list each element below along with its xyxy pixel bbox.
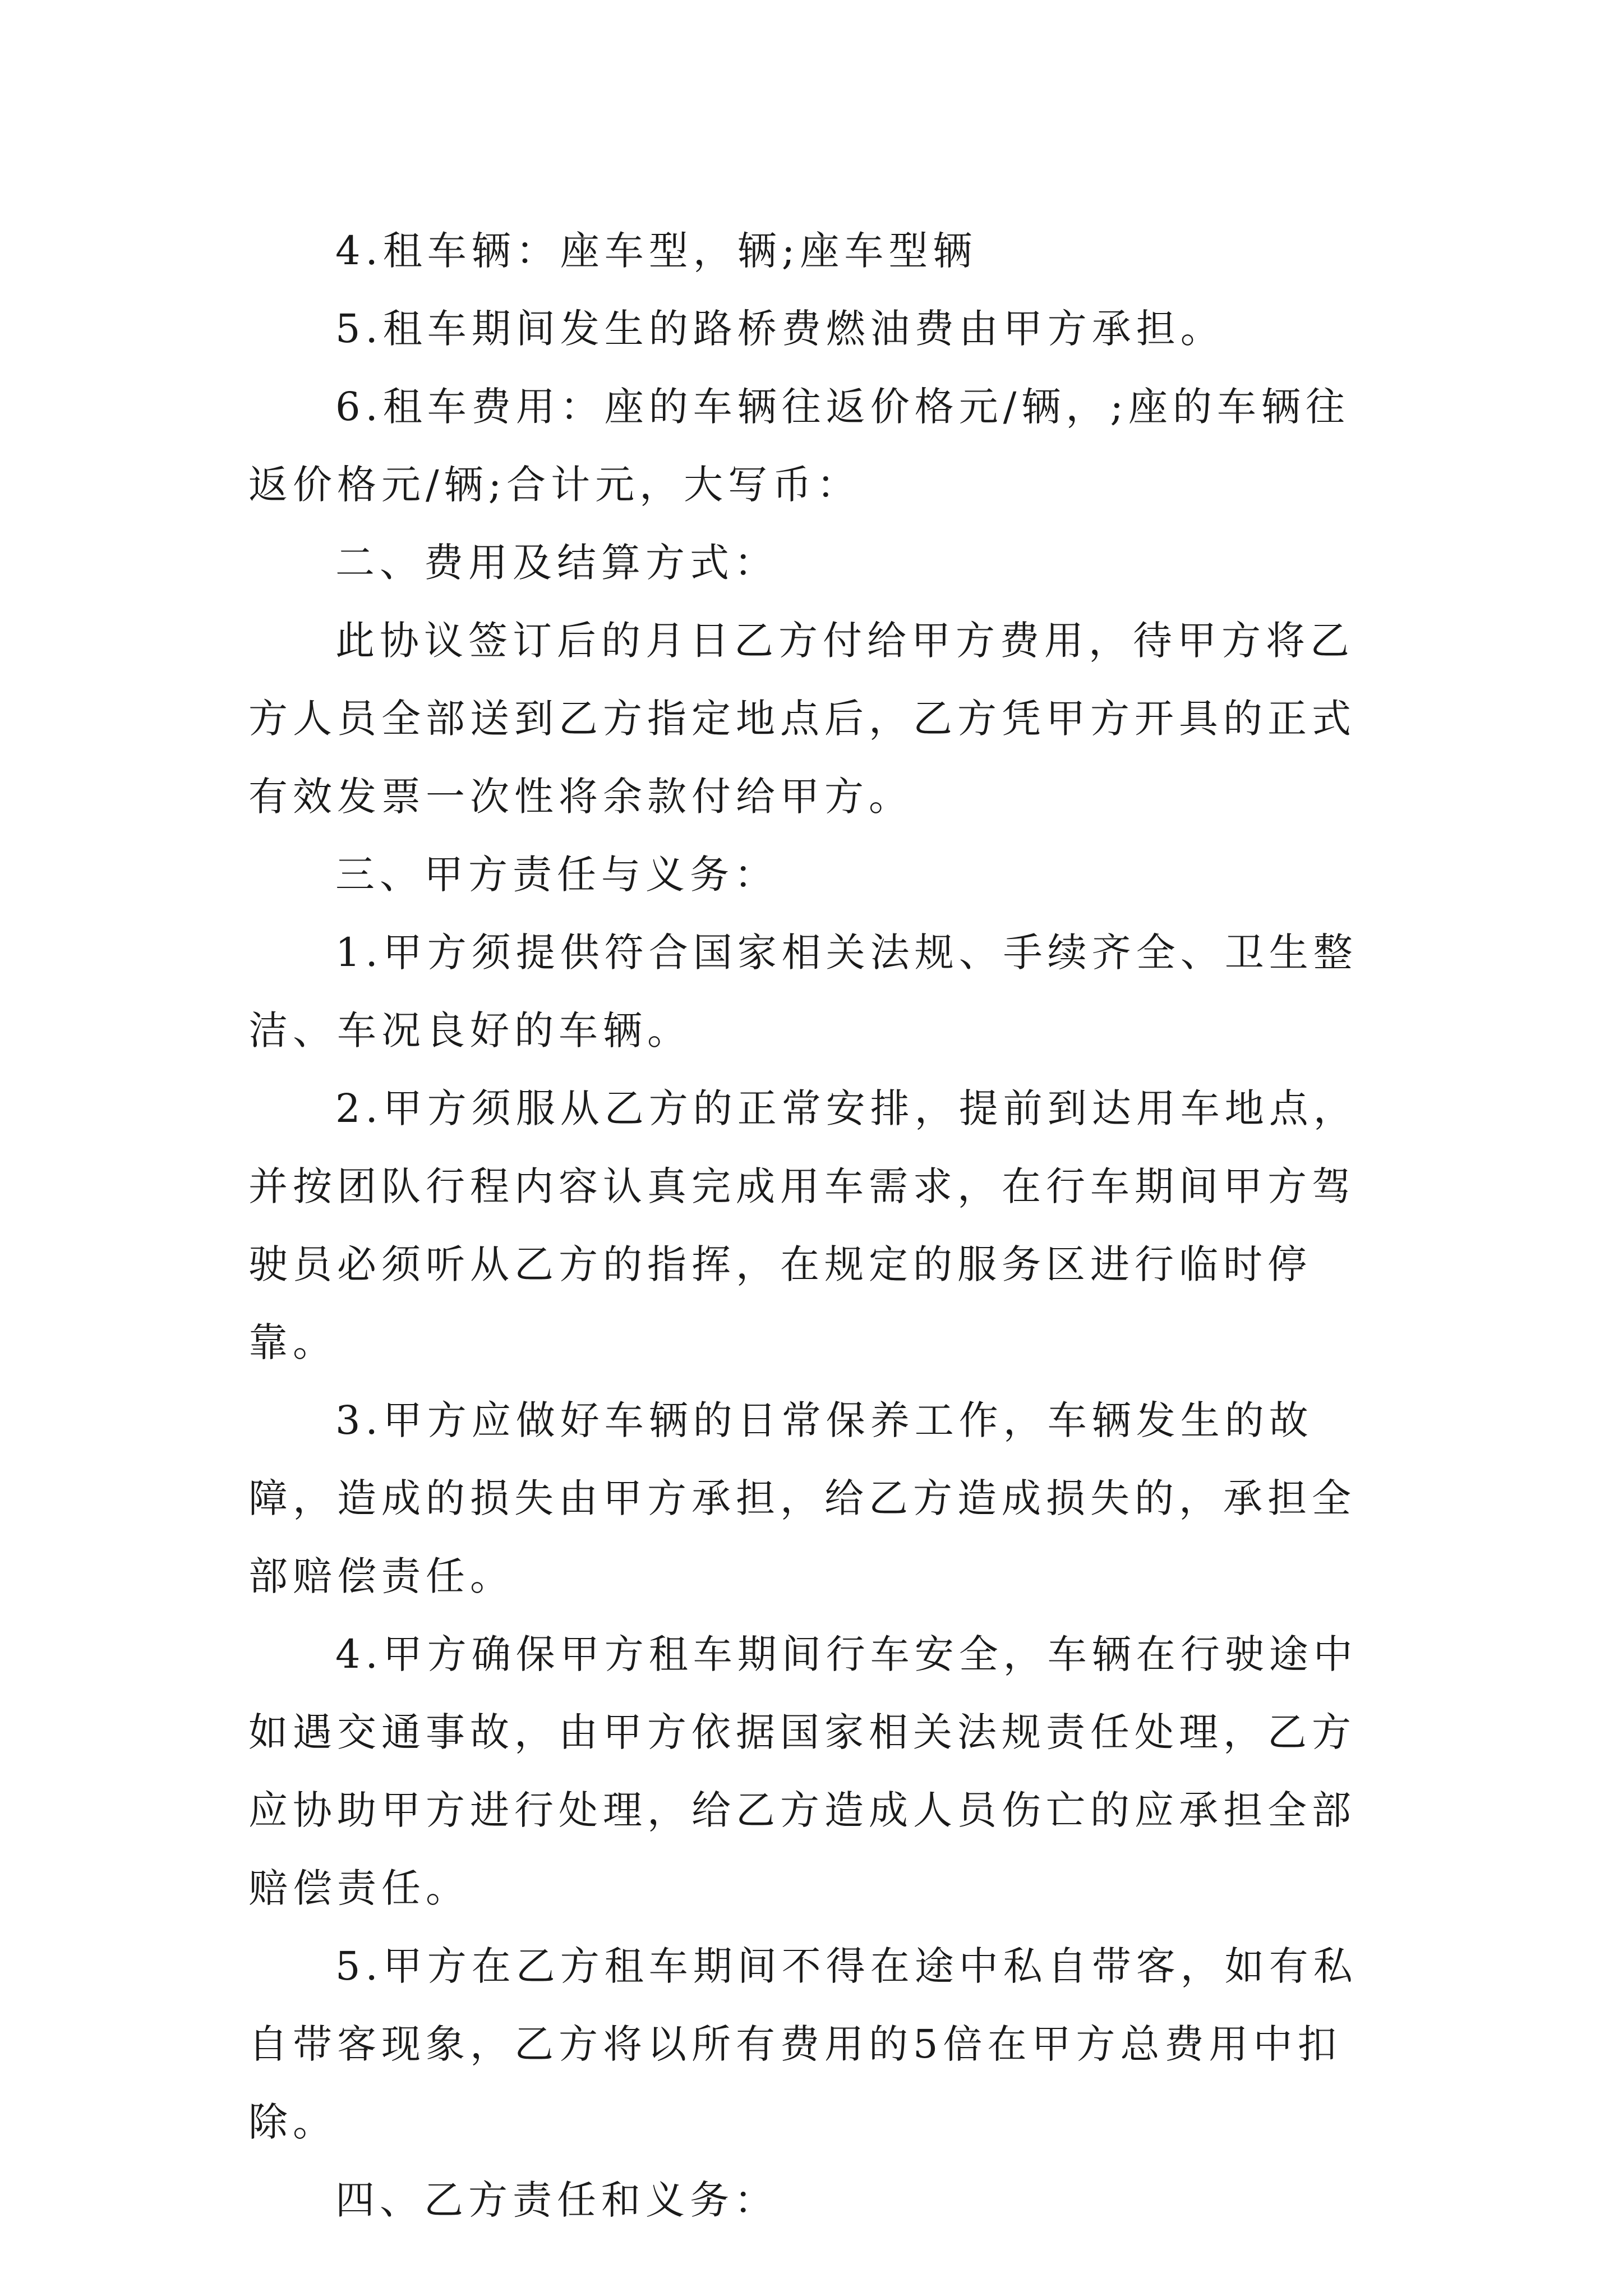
paragraph-toll-fuel: 5.租车期间发生的路桥费燃油费由甲方承担。	[335, 306, 1225, 352]
paragraph-a-duty-1: 1.甲方须提供符合国家相关法规、手续齐全、卫生整洁、车况良好的车辆。	[248, 930, 1358, 1053]
paragraph-a-duty-5: 5.甲方在乙方租车期间不得在途中私自带客，如有私自带客现象，乙方将以所有费用的5倍在甲方总费用中扣除。	[248, 1943, 1358, 2145]
heading-party-b-duties: 四、乙方责任和义务：	[335, 2177, 778, 2223]
heading-party-a-duties: 三、甲方责任与义务：	[335, 852, 778, 898]
paragraph-a-duty-2: 2.甲方须服从乙方的正常安排，提前到达用车地点，并按团队行程内容认真完成用车需求，在行车期间甲方驾驶员必须听从乙方的指挥，在规定的服务区进行临时停靠。	[248, 1085, 1358, 1365]
document-body	[248, 212, 1387, 2239]
heading-settlement: 二、费用及结算方式：	[335, 540, 778, 586]
paragraph-a-duty-3: 3.甲方应做好车辆的日常保养工作，车辆发生的故障，造成的损失由甲方承担，给乙方造成损失的，承担全部赔偿责任。	[248, 1397, 1356, 1599]
paragraph-rental-fee: 6.租车费用：座的车辆往返价格元/辆，;座的车辆往返价格元/辆;合计元，大写币：	[248, 384, 1350, 508]
paragraph-a-duty-4: 4.甲方确保甲方租车期间行车安全，车辆在行驶途中如遇交通事故，由甲方依据国家相关法规责任处理，乙方应协助甲方进行处理，给乙方造成人员伤亡的应承担全部赔偿责任。	[248, 1631, 1358, 1911]
paragraph-vehicle-count: 4.租车辆：座车型，辆;座车型辆	[335, 228, 978, 274]
paragraph-payment: 此协议签订后的月日乙方付给甲方费用，待甲方将乙方人员全部送到乙方指定地点后，乙方凭甲方开具的正式有效发票一次性将余款付给甲方。	[248, 618, 1356, 820]
